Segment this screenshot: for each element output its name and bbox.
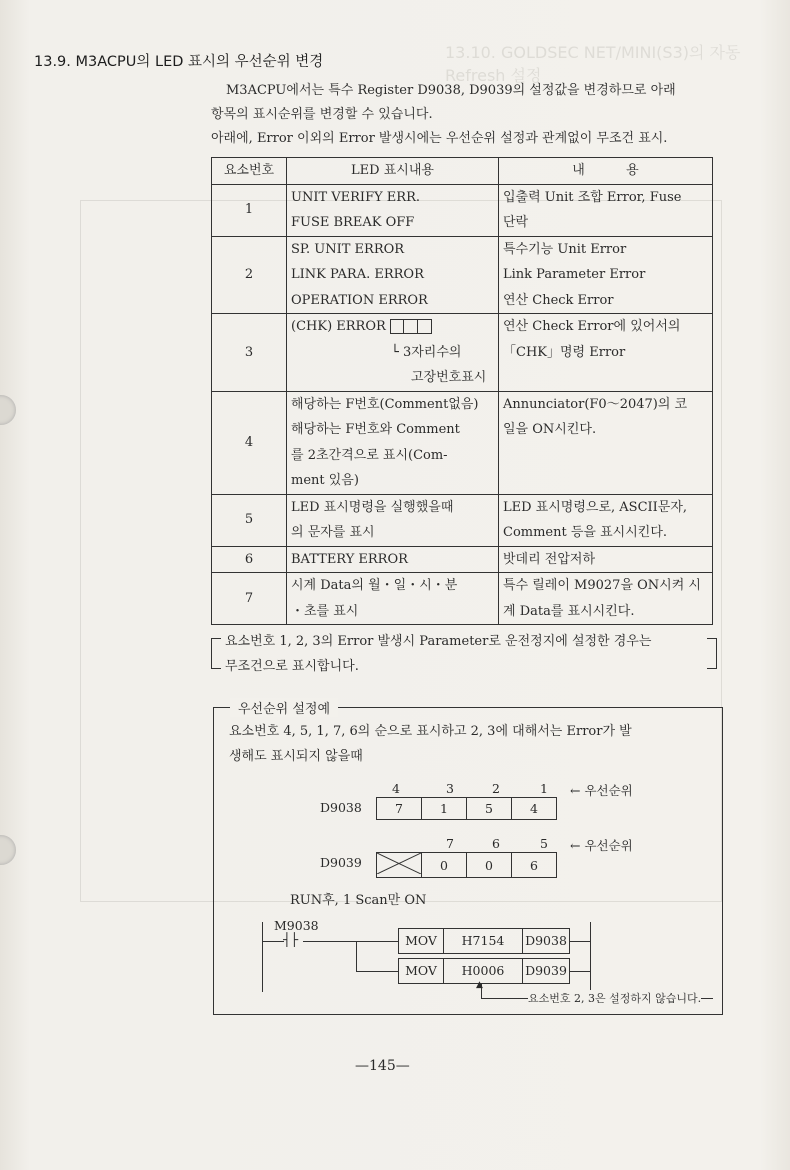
led-line: 해당하는 F번호와 Comment [291,422,460,437]
rung-branch [356,941,357,971]
footnote-text: 요소번호 2, 3은 설정하지 않습니다. [528,992,702,1005]
description [499,314,713,392]
ladder-rail-right [590,922,591,992]
desc-line: 연산 Check Error [503,292,614,308]
element-no: 7 [212,573,287,625]
element-no: 5 [212,494,287,546]
description [499,184,713,236]
desc-line: 연산 Check Error에 있어서의 [503,319,681,334]
unused-cell-icon [377,853,422,878]
section-heading: 13.9. M3ACPU의 LED 표시의 우선순위 변경 [34,54,324,70]
desc-line: Link Parameter Error [503,267,646,282]
table-row [212,236,713,314]
led-line: 시계 Data의 월・일・시・분 [291,578,458,593]
rung-line [569,941,591,942]
desc-line: Annunciator(F0～2047)의 코 [503,396,688,412]
desc-line: LED 표시명령으로, ASCII문자, [503,499,688,515]
d9039-cell: 6 [512,853,557,878]
header-description: 내 용 [499,158,713,185]
priority-arrow-label: ← 우선순위 [570,783,633,798]
rung-line [303,941,398,942]
led-line: 해당하는 F번호(Comment없음) [291,396,479,412]
d9038-label: D9038 [320,800,362,815]
led-priority-table [211,157,713,625]
d9038-cell: 7 [377,798,422,820]
table-row [212,314,713,392]
intro-line-3: 아래에, Error 이외의 Error 발생시에는 우선순위 설정과 관계없이 무조건 표시. [211,131,668,146]
contact-icon: ┤├ [283,932,299,947]
table-header-row [212,158,713,185]
run-note: RUN후, 1 Scan만 ON [290,893,427,908]
binder-hole [0,835,16,865]
led-text [287,546,499,573]
d9038-register [376,797,557,820]
mov-dest-1: D9038 [522,928,570,954]
table-row [212,546,713,573]
d9039-pos-6: 6 [492,836,500,851]
led-line: ment 있음) [291,473,359,488]
header-led-display: LED 표시내용 [287,158,499,185]
led-line: LINK PARA. ERROR [291,267,424,282]
mov-dest-2: D9039 [522,958,570,984]
description [499,494,713,546]
desc-line: 계 Data를 표시시킨다. [503,603,635,619]
bracket-line [707,668,717,669]
example-title: 우선순위 설정예 [230,698,338,717]
led-text [287,184,499,236]
bracket-line [716,638,717,668]
led-line [291,314,494,340]
table-row [212,494,713,546]
d9038-pos-4: 4 [392,781,400,796]
led-text [287,494,499,546]
ladder-rail [262,922,263,992]
d9039-register [376,852,557,878]
header-element-no: 요소번호 [212,158,287,185]
d9038-pos-2: 2 [492,781,500,796]
element-no: 4 [212,391,287,494]
d9039-pos-5: 5 [540,836,548,851]
d9038-cell: 5 [467,798,512,820]
bracket-line [211,668,221,669]
d9039-pos-7: 7 [446,836,454,851]
led-line: UNIT VERIFY ERR. [291,189,421,205]
led-text [287,391,499,494]
chk-error-label: (CHK) ERROR [291,319,386,334]
bleed-through-text: 13.10. GOLDSEC NET/MINI(S3)의 자동 Refresh 설정 [445,43,741,85]
desc-line: 입출력 Unit 조합 Error, Fuse [503,189,682,205]
binder-hole [0,395,16,425]
d9038-cell: 1 [422,798,467,820]
note-line-2: 무조건으로 표시합니다. [225,659,359,674]
cross-icon [377,853,421,874]
intro-line-2: 항목의 표시순위를 변경할 수 있습니다. [211,107,433,122]
d9038-pos-1: 1 [540,781,548,796]
led-text [287,314,499,392]
led-line: SP. UNIT ERROR [291,241,405,257]
example-line-2: 생해도 표시되지 않을때 [229,749,363,764]
rung-line [569,971,591,972]
desc-line: 일을 ON시킨다. [503,422,597,437]
rung-line [262,941,284,942]
led-line: 고장번호표시 [411,370,487,385]
table-row [212,573,713,625]
element-no: 3 [212,314,287,392]
description [499,573,713,625]
desc-line: 특수기능 Unit Error [503,241,627,257]
mov-source-1: H7154 [443,928,523,954]
led-line: FUSE BREAK OFF [291,215,415,230]
led-line: OPERATION ERROR [291,292,428,308]
element-no: 2 [212,236,287,314]
description [499,391,713,494]
description [499,546,713,573]
rung-line [356,971,398,972]
mov-instruction-2: MOV [398,958,444,984]
led-text [287,236,499,314]
mov-source-2: H0006 [443,958,523,984]
led-line: BATTERY ERROR [291,551,408,567]
bracket-line [211,638,212,668]
d9039-label: D9039 [320,855,362,870]
desc-line: 단락 [503,215,529,230]
d9038-pos-3: 3 [446,781,454,796]
digit-boxes-icon [390,319,432,334]
led-line: └ 3자리수의 [391,344,462,360]
element-no: 1 [212,184,287,236]
page-number: —145— [355,1058,410,1074]
d9039-cell: 0 [422,853,467,878]
example-line-1: 요소번호 4, 5, 1, 7, 6의 순으로 표시하고 2, 3에 대해서는 Error가 발 [229,724,632,739]
element-no: 6 [212,546,287,573]
table-row [212,184,713,236]
led-line: 를 2초간격으로 표시(Com- [291,447,448,463]
description [499,236,713,314]
table-row [212,391,713,494]
led-line: 의 문자를 표시 [291,525,375,540]
desc-line: Comment 등을 표시시킨다. [503,525,668,540]
note-line-1: 요소번호 1, 2, 3의 Error 발생시 Parameter로 운전정지에 설정한 경우는 [225,634,652,649]
intro-line-1: M3ACPU에서는 특수 Register D9038, D9039의 설정값을 변경하므로 아래 [226,83,676,98]
desc-line: 「CHK」명령 Error [503,344,626,360]
desc-line: 밧데리 전압저하 [503,551,596,567]
led-text [287,573,499,625]
note-bracket [211,630,717,672]
desc-line: 특수 릴레이 M9027을 ON시켜 시 [503,578,701,593]
priority-arrow-label-2: ← 우선순위 [570,838,633,853]
arrow-up-icon: ▲ [476,980,483,990]
mov-instruction-1: MOV [398,928,444,954]
led-line: ・초를 표시 [291,603,359,619]
led-line: LED 표시명령을 실행했을때 [291,499,454,515]
d9038-cell: 4 [512,798,557,820]
bracket-line [211,638,221,639]
d9039-cell: 0 [467,853,512,878]
contact-label: M9038 [274,918,319,933]
